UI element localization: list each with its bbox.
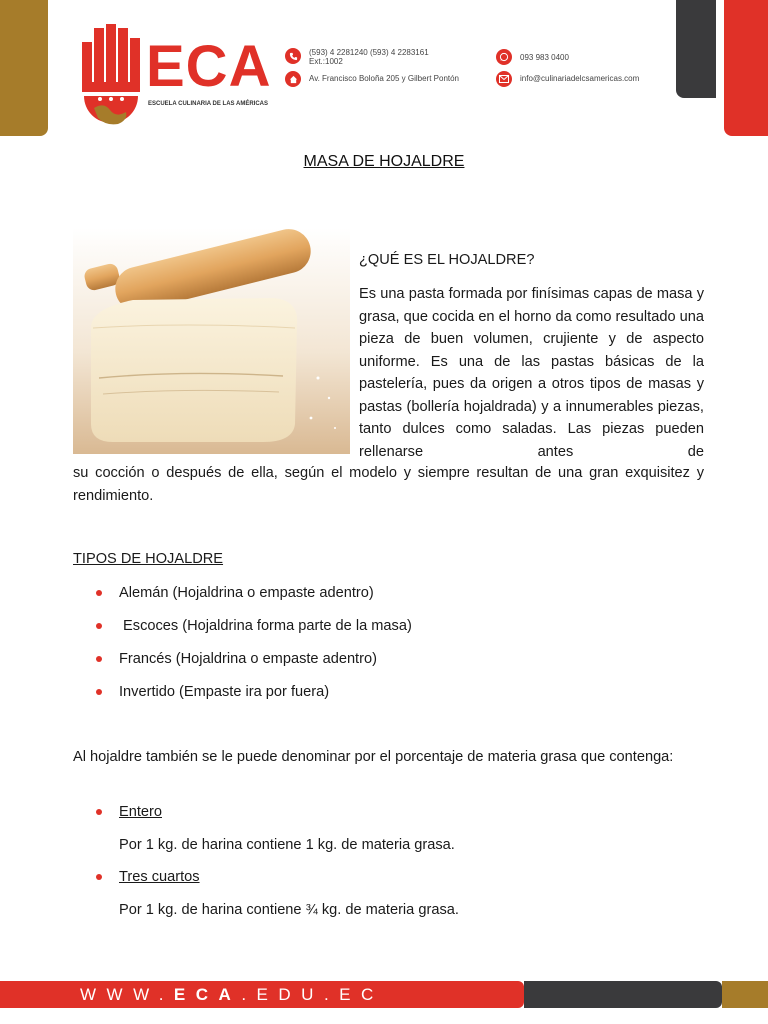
type-label: Alemán (Hojaldrina o empaste adentro) xyxy=(119,585,374,601)
url-prefix: WWW. xyxy=(80,985,174,1004)
email-text: info@culinariadelcsamericas.com xyxy=(520,74,640,83)
address-text: Av. Francisco Boloña 205 y Gilbert Pontón xyxy=(309,74,460,83)
phone-ext: Ext.:1002 xyxy=(309,57,343,66)
fat-type-description: Por 1 kg. de harina contiene ¾ kg. de materia grasa. xyxy=(119,902,459,918)
bullet-dot xyxy=(96,809,102,815)
footer-website-url[interactable] xyxy=(80,983,384,1007)
puff-pastry-image xyxy=(73,228,350,454)
contact-phone xyxy=(285,48,429,66)
list-item xyxy=(96,681,412,714)
type-label: Francés (Hojaldrina o empaste adentro) xyxy=(119,651,377,667)
phone-numbers: (593) 4 2281240 (593) 4 2283161 xyxy=(309,48,429,57)
bullet-dot xyxy=(96,656,102,662)
header-red-bar xyxy=(724,0,768,136)
logo-subtitle: ESCUELA CULINARIA DE LAS AMÉRICAS xyxy=(148,101,269,107)
types-list xyxy=(96,582,412,714)
fat-type-entero xyxy=(96,801,696,823)
type-label: Invertido (Empaste ira por fuera) xyxy=(119,684,330,700)
type-label: Escoces (Hojaldrina forma parte de la masa) xyxy=(119,618,412,634)
url-brand: ECA xyxy=(173,985,242,1004)
contact-address xyxy=(285,71,459,87)
bullet-dot xyxy=(96,623,102,629)
intro-paragraph-continued: su cocción o después de ella, según el modelo y siempre resultan de una gran exquisitez y rendimiento. xyxy=(73,465,704,504)
url-suffix: .EDU.EC xyxy=(241,985,384,1004)
mail-icon xyxy=(496,71,512,87)
logo-wordmark: ECA xyxy=(146,34,272,99)
fat-type-name: Tres cuartos xyxy=(119,869,200,885)
fat-types-list xyxy=(96,801,696,931)
footer-gold-bar xyxy=(722,981,768,1008)
contact-whatsapp xyxy=(496,49,569,65)
list-item xyxy=(96,615,412,648)
bullet-dot xyxy=(96,590,102,596)
document-title: MASA DE HOJALDRE xyxy=(303,153,465,170)
list-item xyxy=(96,582,412,615)
list-item xyxy=(96,648,412,681)
intro-paragraph: Es una pasta formada por finísimas capas de masa y grasa, que cocida en el horno da como resultado una pieza de buen volumen, crujiente y de aspecto uniforme. Es una de las pastas básicas de la pastelería, pues da origen a otros tipos de masas y pastas (bollería hojaldrada) y a innumerables piezas, tanto dulces como saladas. Las piezas pueden rellenarse antes de xyxy=(359,286,704,460)
whatsapp-icon xyxy=(496,49,512,65)
types-heading: TIPOS DE HOJALDRE xyxy=(73,551,224,567)
whatsapp-number: 093 983 0400 xyxy=(520,53,569,62)
fat-type-tres-cuartos xyxy=(96,866,696,888)
question-heading: ¿QUÉ ES EL HOJALDRE? xyxy=(359,252,535,268)
fat-intro-paragraph: Al hojaldre también se le puede denominar por el porcentaje de materia grasa que contenga: xyxy=(73,749,674,765)
home-icon xyxy=(285,71,301,87)
fat-type-name: Entero xyxy=(119,804,162,820)
bullet-dot xyxy=(96,874,102,880)
contact-email xyxy=(496,71,639,87)
header-dark-bar xyxy=(676,0,716,98)
footer-dark-bar xyxy=(524,981,722,1008)
phone-icon xyxy=(285,48,301,64)
bullet-dot xyxy=(96,689,102,695)
header-gold-bar xyxy=(0,0,48,136)
fat-type-description: Por 1 kg. de harina contiene 1 kg. de materia grasa. xyxy=(119,837,455,853)
